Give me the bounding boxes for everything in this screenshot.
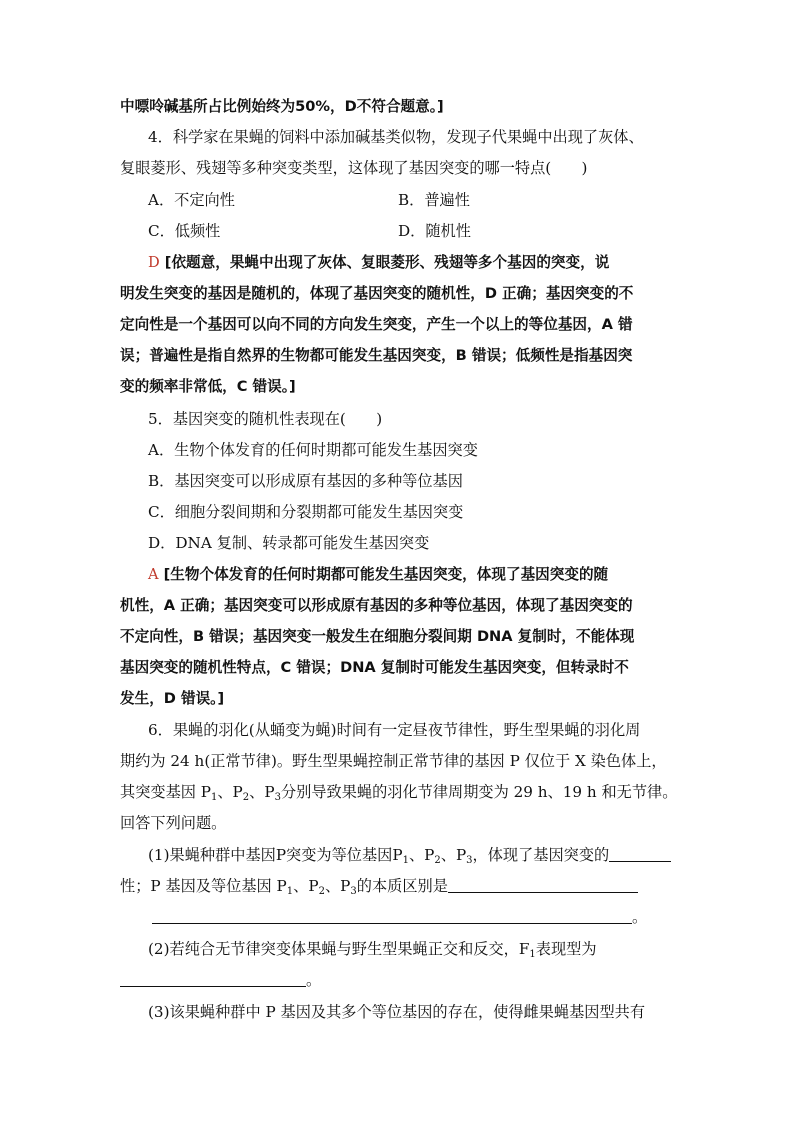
q6-p1-end: 。 (632, 908, 648, 926)
q6-stem-line3 (120, 781, 677, 809)
q6-p1g-sub3: 3 (350, 886, 357, 897)
q6-p1-sub1: 1 (402, 855, 409, 866)
q6-part1-blank2a[interactable] (448, 876, 638, 893)
q6-p2a: (2)若纯合无节律突变体果蝇与野生型果蝇正交和反交，F (148, 940, 530, 958)
q5-explanation-line2: 机性，A 正确；基因突变可以形成原有基因的多种等位基因，体现了基因突变的 (120, 597, 633, 614)
q6-p1-sub2: 2 (434, 855, 441, 866)
q6-s3b: 、P (217, 783, 243, 801)
q6-stem-line1: 6．果蝇的羽化(从蛹变为蝇)时间有一定昼夜节律性，野生型果蝇的羽化周 (148, 721, 641, 739)
q6-p1b: 、P (408, 846, 435, 864)
q5-stem: 5．基因突变的随机性表现在( ) (148, 410, 383, 428)
q6-p1e: 性；P 基因及等位基因 P (120, 877, 287, 895)
q4-option-b: B．普遍性 (398, 191, 470, 209)
q4-option-c: C．低频性 (148, 222, 221, 240)
q6-part2-line1 (148, 938, 597, 966)
q6-p2-sub1: 1 (529, 949, 536, 960)
q6-s3-sub1: 1 (210, 792, 218, 803)
q6-p1g: 、P (324, 877, 351, 895)
q4-stem-line1: 4．科学家在果蝇的饲料中添加碱基类似物，发现子代果蝇中出现了灰体、 (148, 128, 644, 146)
q4-explanation-line2: 明发生突变的基因是随机的，体现了基因突变的随机性，D 正确；基因突变的不 (120, 285, 634, 302)
q6-p2-end: 。 (306, 971, 322, 989)
q5-option-c: C．细胞分裂间期和分裂期都可能发生基因突变 (148, 503, 464, 521)
q4-option-a: A．不定向性 (148, 191, 235, 209)
q4-option-d: D．随机性 (398, 222, 471, 240)
q5-explanation-line5: 发生，D 错误。] (120, 690, 225, 707)
q5-option-a: A．生物个体发育的任何时期都可能发生基因突变 (148, 441, 478, 459)
q6-p1f-sub2: 2 (318, 886, 325, 897)
q5-explanation-line3: 不定向性，B 错误；基因突变一般发生在细胞分裂间期 DNA 复制时，不能体现 (120, 628, 635, 645)
q5-answer: A (148, 566, 159, 583)
q5-explanation-line4: 基因突变的随机性特点，C 错误；DNA 复制时可能发生基因突变，但转录时不 (120, 659, 629, 676)
q6-p1a: (1)果蝇种群中基因P突变为等位基因P (148, 846, 403, 864)
q6-s3-sub2: 2 (242, 792, 250, 803)
q6-part2-blank[interactable] (120, 970, 306, 987)
q6-part3-line1: (3)该果蝇种群中 P 基因及其多个等位基因的存在，使得雌果蝇基因型共有 (148, 1003, 646, 1021)
q6-stem-line2: 期约为 24 h(正常节律)。野生型果蝇控制正常节律的基因 P 仅位于 X 染色体上， (120, 752, 667, 770)
q5-explanation-line1 (148, 564, 608, 586)
q6-p1-sub3: 3 (466, 855, 473, 866)
q6-p1d: ，体现了基因突变的 (472, 846, 610, 864)
q6-p1f: 、P (293, 877, 319, 895)
q6-part1-line2 (120, 875, 638, 903)
q6-part2-line2 (120, 969, 321, 991)
q4-explanation-line3: 定向性是一个基因可以向不同的方向发生突变，产生一个以上的等位基因，A 错 (120, 316, 633, 333)
q5-option-b: B．基因突变可以形成原有基因的多种等位基因 (148, 472, 463, 490)
q6-s3d: 分别导致果蝇的羽化节律周期变为 29 h、19 h 和无节律。 (280, 783, 678, 801)
q6-p1e-sub1: 1 (286, 886, 294, 897)
q6-part1-blank2b[interactable] (152, 907, 632, 924)
q6-part1-line3 (152, 906, 647, 928)
q6-s3c: 、P (249, 783, 275, 801)
q6-p2b: 表现型为 (535, 940, 597, 958)
q4-stem-line2: 复眼菱形、残翅等多种突变类型，这体现了基因突变的哪一特点( ) (120, 159, 588, 177)
q4-explanation-line1 (148, 252, 609, 274)
q6-p1h: 的本质区别是 (356, 877, 448, 895)
q6-part1-line1 (148, 844, 671, 872)
q4-explanation-line4: 误；普遍性是指自然界的生物都可能发生基因突变，B 错误；低频性是指基因突 (120, 347, 633, 364)
q4-answer: D (148, 254, 160, 271)
q5-option-d: D．DNA 复制、转录都可能发生基因突变 (148, 534, 430, 552)
prev-explanation-tail: 中嘌呤碱基所占比例始终为50%，D不符合题意。] (120, 98, 444, 115)
q6-part1-blank1[interactable] (609, 845, 671, 862)
q4-exp1: [依题意，果蝇中出现了灰体、复眼菱形、残翅等多个基因的突变，说 (164, 254, 610, 271)
q4-explanation-line5: 变的频率非常低，C 错误。] (120, 378, 296, 395)
q6-p1c: 、P (440, 846, 467, 864)
q6-stem-line4: 回答下列问题。 (120, 814, 227, 832)
q5-exp1: [生物个体发育的任何时期都可能发生基因突变，体现了基因突变的随 (163, 566, 609, 583)
q6-s3-sub3: 3 (274, 792, 281, 803)
q6-s3a: 其突变基因 P (120, 783, 211, 801)
